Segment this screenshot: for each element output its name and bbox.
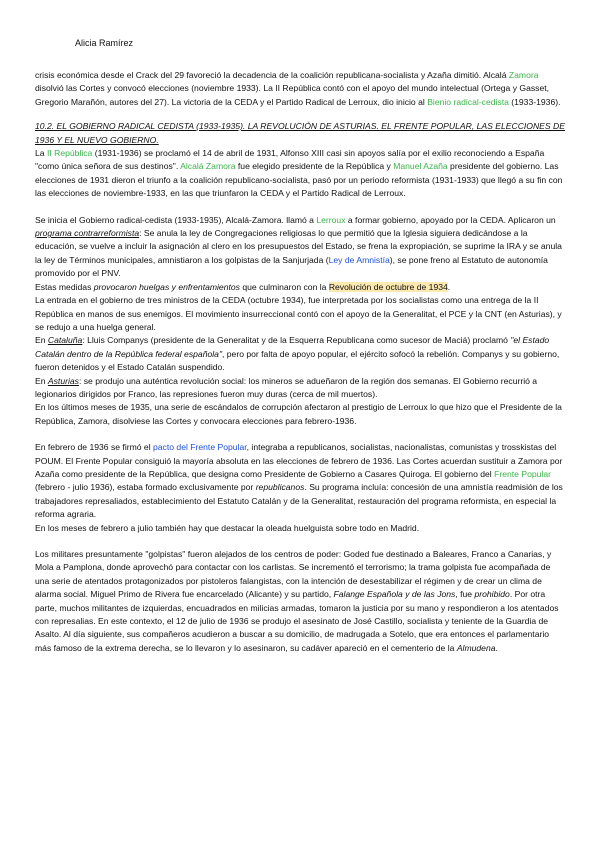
text: . — [495, 642, 498, 653]
text: (1933-1936). — [508, 96, 561, 107]
text: (febrero - julio 1936), estaba formado exclusivamente por — [35, 482, 256, 493]
paragraph-republica — [35, 147, 567, 201]
text: a formar gobierno, apoyado por la CEDA. Aplicaron un — [345, 214, 556, 225]
emphasis-almudena: Almudena — [456, 642, 496, 653]
link-alcala-zamora[interactable]: Alcalá Zamora — [180, 161, 236, 172]
link-manuel-azana[interactable]: Manuel Azaña — [393, 161, 448, 172]
text: (1931-1936) se proclamó el 14 de abril de 1931, Alfonso XIII casi sin apoyos salía por el exilio reconociendo a España "como única señora de sus destinos". — [35, 148, 545, 172]
text: Los militares presuntamente "golpistas" fueron alejados de los centros de poder: Goded fue destinado a Baleares, Franco a Canarias, y Mola a Pamplona, donde aprovechó para contactar con los carlistas. Se incrementó el terrorismo; la trama golpista fue acompañada de una serie de atentados protagonizados por pistoleros falangistas, con la intención de desestabilizar el régimen y de crear un clima de alarma social. Miguel Primo de Rivera fue encarcelado (Alicante) y su partido, — [35, 549, 552, 600]
text: En — [35, 375, 48, 386]
section-heading: 10.2. EL GOBIERNO RADICAL CEDISTA (1933-1935). LA REVOLUCIÓN DE ASTURIAS. EL FRENTE POPULAR, LAS ELECCIONES DE 1936 Y EL NUEVO GOBIERNO. — [35, 121, 565, 145]
link-ii-republica[interactable]: II República — [46, 148, 93, 159]
text: ), se pone freno al Estatuto de autonomía promovido por el PNV. — [35, 254, 548, 279]
paragraph-gobierno-radical-cedista — [35, 214, 567, 281]
text: : se produjo una auténtica revolución social: los mineros se adueñaron de la región dos semanas. El Gobierno recurrió a legionarios dirigidos por Franco, las represiones fueron muy duras (cerca de mil muertos). — [35, 375, 538, 399]
link-zamora[interactable]: Zamora — [508, 70, 539, 80]
emphasis-programa: programa contrarreformista — [35, 228, 140, 239]
text: disolvió las Cortes y convocó elecciones (noviembre 1933). La II República contó con el apoyo del mundo intelectual (Ortega y Gasset, Gregorio Marañón, autores del 27). La victoria de la CEDA y el Partido Radical de Lerroux, dio inicio al — [35, 83, 549, 107]
paragraph-militares — [35, 548, 567, 655]
text: fue elegido presidente de la República y — [235, 161, 394, 172]
author-name: Alicia Ramírez — [75, 38, 134, 48]
text: , integraba a republicanos, socialistas, nacionalistas, comunistas y trosskistas del POUM. El Frente Popular consiguió la mayoría absoluta en las elecciones de febrero de 1936. Las Cortes acuerdan sustituir a Zamora por Azaña como presidente de la República, que designa como Presidente de Gobierno a Casares Quiroga. El gobierno del — [35, 442, 563, 479]
text: presidente del gobierno. Las elecciones de 1931 dieron el triunfo a la coalición republicano-socialista, pasó por un periodo reformista (1931-1933) que llegó a su fin con las elecciones de noviembre-1933, en las que triunfaron la CEDA y el Partido Radical de Lerroux. — [35, 161, 563, 199]
text: crisis económica desde el Crack del 29 favoreció la decadencia de la coalición republicana-socialista y Azaña dimitió. Alcalá — [35, 70, 509, 80]
text: En — [35, 335, 48, 346]
text: En febrero de 1936 se firmó el — [35, 442, 153, 453]
text: Se inicia el Gobierno radical-cedista (1933-1935), Alcalá-Zamora. llamó a — [35, 214, 317, 225]
link-frente-popular[interactable]: Frente Popular — [494, 468, 551, 479]
paragraph-medidas — [35, 281, 567, 294]
text: que culminaron con la — [239, 281, 329, 292]
link-bienio-radical-cedista[interactable]: Bienio radical-cedista — [427, 96, 509, 107]
text: : Lluis Companys (presidente de la Generalitat y de la Esquerra Republicana como sucesor de Maciá) proclamó — [82, 335, 511, 346]
paragraph-escandalos: En los últimos meses de 1935, una serie de escándalos de corrupción afectaron al prestigio de Lerroux lo que hizo que el Presidente de la República, Zamora, disolviese las Cortes y convocara elecciones para febrero-1936. — [35, 402, 562, 426]
paragraph-asturias — [35, 375, 567, 402]
highlight-revolucion-1934[interactable]: Revolución de octubre de 1934 — [328, 281, 448, 292]
emphasis-prohibido: prohibido — [474, 589, 510, 600]
text: : Se anula la ley de Congregaciones religiosas lo que permitió que la Iglesia siguiera dedicándose a la educación, se vuelve a incluir la asignación al clero en los presupuestos del Estado, se frena la expropiación, se suprime la IRA y se anula la ley de Términos municipales, amnistiaron a los golpistas de la Sanjurjada ( — [35, 228, 562, 265]
link-ley-de-amnistia[interactable]: Ley de Amnistía — [328, 254, 390, 265]
text: . Su programa incluía: concesión de una amnistía readmisión de los trabajadores represaliados, establecimiento del Estatuto Catalán y de la Generalitat, restauración del programa reformista, en especial la reforma agraria. — [35, 482, 563, 520]
text: , pero por falta de apoyo popular, el ejército sofocó la rebelión. Companys y su gobierno, fueron detenidos y el Estado Catalán suspendido. — [35, 348, 560, 373]
emphasis-huelgas: provocaron huelgas y enfrentamientos — [93, 281, 240, 292]
document-body — [35, 69, 567, 655]
link-pacto-frente-popular[interactable]: pacto del Frente Popular — [153, 442, 247, 453]
text: . Por otra parte, muchos militantes de izquierdas, encuadrados en milicias armadas, tomaron la justicia por su mano y respondieron a los atentados con represalias. En este contexto, el 12 de julio de 1936 se produjo el asesinato de José Castillo, socialista y teniente de la Guardia de Asalto. Al día siguiente, sus compañeros acudieron a buscar a su domicilio, de madrugada a Sotelo, que era entonces el parlamentario más famoso de la extrema derecha, se lo llevaron y lo asesinaron, su cadáver apareció en el cementerio de la — [35, 589, 559, 653]
text: La — [35, 148, 47, 159]
emphasis-republicanos: republicanos — [255, 482, 305, 493]
text: Estas medidas — [35, 281, 94, 292]
paragraph-cataluna — [35, 334, 567, 374]
paragraph-entrada-ceda: La entrada en el gobierno de tres ministros de la CEDA (octubre 1934), fue interpretada por los socialistas como una entrega de la II República en manos de sus enemigos. El movimiento insurreccional contó con el apoyo de la Generalitat, el PCE y la CNT (en Asturias), y se redujo a una huelga general. — [35, 295, 562, 332]
emphasis-cataluna: Cataluña — [47, 335, 83, 346]
paragraph-huelguista: En los meses de febrero a julio también hay que destacar la oleada huelguista sobre todo en Madrid. — [35, 522, 420, 533]
emphasis-asturias: Asturias — [47, 375, 79, 386]
text: , fue — [455, 589, 475, 600]
paragraph-intro — [35, 69, 567, 109]
link-lerroux[interactable]: Lerroux — [316, 214, 346, 225]
paragraph-frente-popular — [35, 441, 567, 521]
text: . — [447, 281, 451, 292]
emphasis-estado-catalan: "el Estado Catalán dentro de la República federal española" — [35, 335, 550, 359]
emphasis-falange: Falange Española y de las Jons — [333, 589, 456, 600]
